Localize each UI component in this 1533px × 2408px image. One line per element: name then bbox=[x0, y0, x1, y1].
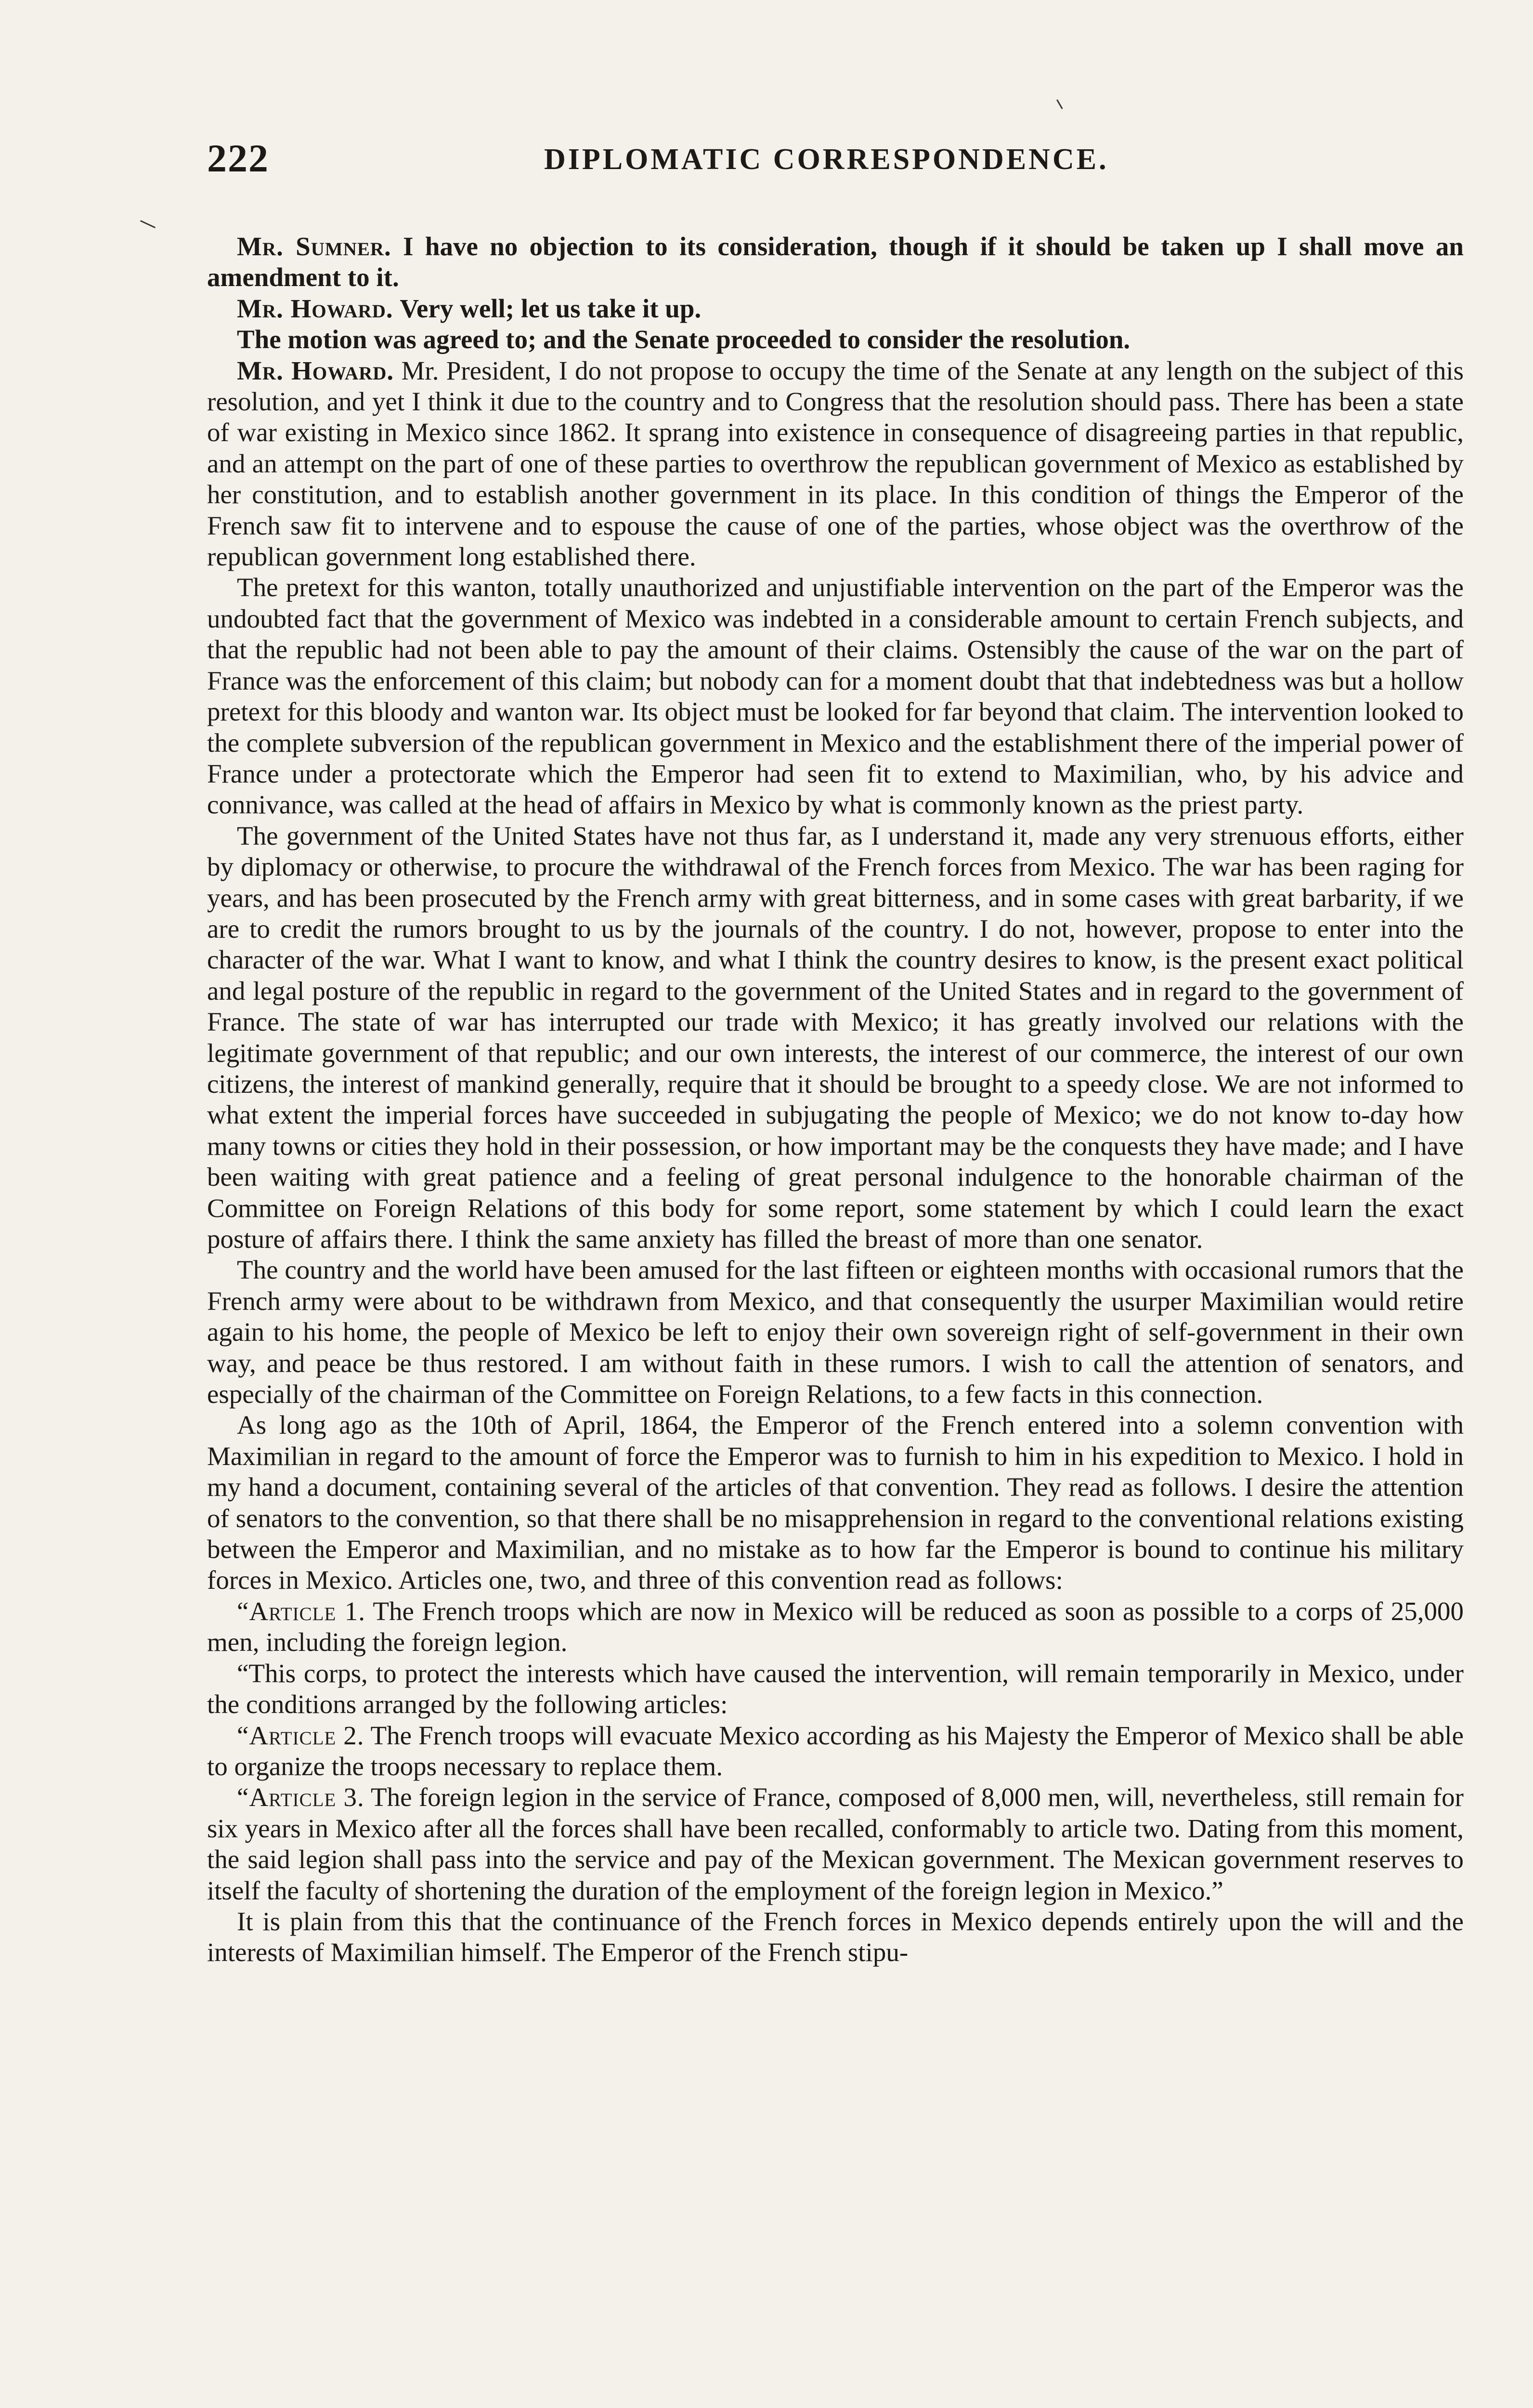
paragraph-text: I have no objection to its consideration, though if it should be taken up I shall move an amendment to it. bbox=[207, 232, 1464, 292]
paragraph-text: The motion was agreed to; and the Senate proceeded to consider the resolution. bbox=[237, 325, 1130, 354]
paragraph bbox=[207, 1410, 1464, 1596]
page-header bbox=[207, 136, 1468, 189]
paragraph-text: Very well; let us take it up. bbox=[400, 293, 702, 323]
paragraph-text: The pretext for this wanton, totally unauthorized and unjustifiable intervention on the part of the Emperor was the undoubted fact that the government of Mexico was indebted in a considerable amount to certain French subjects, and that the republic had not been able to pay the amount of their claims. Ostensibly the cause of the war on the part of France was the enforcement of this claim; but nobody can for a moment doubt that that indebtedness was but a hollow pretext for this bloody and wanton war. Its object must be looked for far beyond that claim. The intervention looked to the complete subversion of the republican government in Mexico and the establishment there of the imperial power of France under a protectorate which the Emperor had seen fit to extend to Maximilian, who, by his advice and connivance, was called at the head of affairs in Mexico by what is commonly known as the priest party. bbox=[207, 573, 1464, 820]
ink-mark bbox=[140, 220, 156, 228]
paragraph-text: As long ago as the 10th of April, 1864, the Emperor of the French entered into a solemn convention with Maximilian in regard to the amount of force the Emperor was to furnish to him in his expedition to Mexico. I hold in my hand a document, containing several of the articles of that convention. They read as follows. I desire the attention of senators to the convention, so that there shall be no misapprehension in regard to the conventional relations existing between the Emperor and Maximilian, and no mistake as to how far the Emperor is bound to continue his military forces in Mexico. Articles one, two, and three of this convention read as follows: bbox=[207, 1410, 1464, 1595]
paragraph-text: “This corps, to protect the interests which have caused the intervention, will remain temporarily in Mexico, under the conditions arranged by the following articles: bbox=[207, 1658, 1464, 1719]
paragraph bbox=[207, 572, 1464, 820]
quoted-article bbox=[207, 1658, 1464, 1720]
paragraph bbox=[207, 1906, 1464, 1968]
page-number: 222 bbox=[207, 136, 269, 180]
speaker-name: Mr. Howard. bbox=[237, 355, 394, 385]
quoted-article bbox=[207, 1596, 1464, 1658]
paragraph bbox=[207, 1255, 1464, 1410]
body-text bbox=[207, 231, 1464, 1968]
paragraph-text: It is plain from this that the continuance of the French forces in Mexico depends entirely upon the will and the interests of Maximilian himself. The Emperor of the French stipu- bbox=[207, 1906, 1464, 1967]
article-label: “Article 3. bbox=[237, 1782, 364, 1812]
paragraph-text: The French troops will evacuate Mexico according as his Majesty the Emperor of Mexico shall be able to organize the troops necessary to replace them. bbox=[207, 1720, 1464, 1781]
paragraph-text: The foreign legion in the service of France, composed of 8,000 men, will, nevertheless, still remain for six years in Mexico after all the forces shall have been recalled, conformably to article two. Dating from this moment, the said legion shall pass into the service and pay of the Mexican government. The Mexican government reserves to itself the faculty of shortening the duration of the employment of the foreign legion in Mexico.” bbox=[207, 1782, 1464, 1905]
quoted-article bbox=[207, 1720, 1464, 1782]
article-label: “Article 2. bbox=[237, 1720, 364, 1750]
paragraph bbox=[207, 324, 1464, 355]
paragraph-text: The French troops which are now in Mexico will be reduced as soon as possible to a corps of 25,000 men, including the foreign legion. bbox=[207, 1596, 1464, 1657]
article-label: “Article 1. bbox=[237, 1596, 365, 1626]
quoted-article bbox=[207, 1782, 1464, 1906]
paragraph-text: The country and the world have been amused for the last fifteen or eighteen months with occasional rumors that the French army were about to be withdrawn from Mexico, and that consequently the usurper Maximilian would retire again to his home, the people of Mexico be left to enjoy their own sovereign right of self-government in their own way, and peace be thus restored. I am without faith in these rumors. I wish to call the attention of senators, and especially of the chairman of the Committee on Foreign Relations, to a few facts in this connection. bbox=[207, 1255, 1464, 1409]
ink-mark bbox=[1052, 99, 1063, 112]
speaker-name: Mr. Sumner. bbox=[237, 232, 391, 261]
paragraph bbox=[207, 355, 1464, 573]
speaker-name: Mr. Howard. bbox=[237, 293, 393, 323]
paragraph bbox=[207, 293, 1464, 324]
paragraph-text: Mr. President, I do not propose to occupy the time of the Senate at any length on the subject of this resolution, and yet I think it due to the country and to Congress that the resolution should pass. There has been a state of war existing in Mexico since 1862. It sprang into existence in consequence of disagreeing parties in that republic, and an attempt on the part of one of these parties to overthrow the republican government of Mexico as established by her constitution, and to establish another government in its place. In this condition of things the Emperor of the French saw fit to intervene and to espouse the cause of one of the parties, whose object was the overthrow of the republican government long established there. bbox=[207, 355, 1464, 572]
paragraph bbox=[207, 821, 1464, 1255]
paragraph bbox=[207, 231, 1464, 293]
paragraph-text: The government of the United States have not thus far, as I understand it, made any very strenuous efforts, either by diplomacy or otherwise, to procure the withdrawal of the French forces from Mexico. The war has been raging for years, and has been prosecuted by the French army with great bitterness, and in some cases with great barbarity, if we are to credit the rumors brought to us by the journals of the country. I do not, however, propose to enter into the character of the war. What I want to know, and what I think the country desires to know, is the present exact political and legal posture of the republic in regard to the government of the United States and in regard to the government of France. The state of war has interrupted our trade with Mexico; it has greatly involved our relations with the legitimate government of that republic; and our own interests, the interest of our commerce, the interest of our own citizens, the interest of mankind generally, require that it should be brought to a speedy close. We are not informed to what extent the imperial forces have succeeded in subjugating the people of Mexico; we do not know to-day how many towns or cities they hold in their possession, or how important may be the conquests they have made; and I have been waiting with great patience and a feeling of great personal indulgence to the honorable chairman of the Committee on Foreign Relations of this body for some report, some statement by which I could learn the exact posture of affairs there. I think the same anxiety has filled the breast of more than one senator. bbox=[207, 821, 1464, 1254]
running-title: DIPLOMATIC CORRESPONDENCE. bbox=[544, 143, 1109, 176]
